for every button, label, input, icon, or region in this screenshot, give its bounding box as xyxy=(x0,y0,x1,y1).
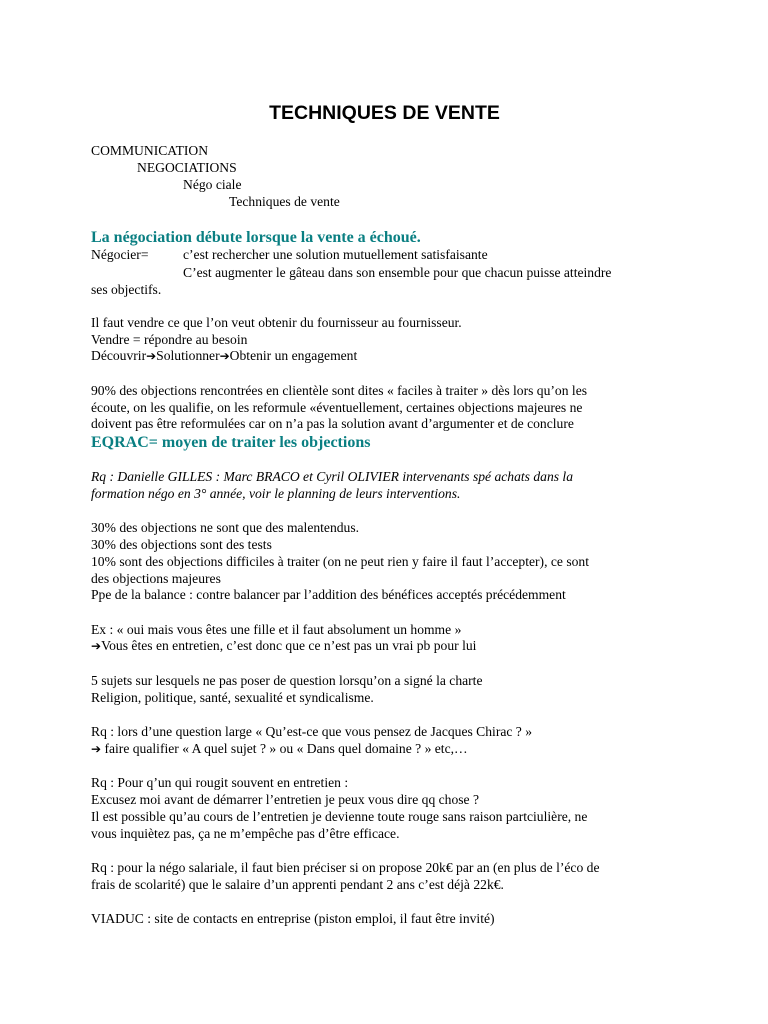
step-obtenir: Obtenir un engagement xyxy=(229,348,358,363)
rq-intervenants-line-1: Rq : Danielle GILLES : Marc BRACO et Cyril OLIVIER intervenants spé achats dans la xyxy=(91,469,574,484)
objections-line-1: 90% des objections rencontrées en clientèle sont dites « faciles à traiter » dès lors qu’on les xyxy=(91,383,588,398)
step-decouvrir: Découvrir xyxy=(91,348,147,363)
rq-salaire-line-1: Rq : pour la négo salariale, il faut bien préciser si on propose 20k€ par an (en plus de l’éco de xyxy=(91,860,600,875)
negocier-definition: c’est rechercher une solution mutuellement satisfaisante xyxy=(183,247,488,262)
stat-difficiles-line-2: des objections majeures xyxy=(91,571,221,586)
process-steps xyxy=(91,348,357,365)
vendre-line-2: Vendre = répondre au besoin xyxy=(91,332,248,347)
negocier-label: Négocier= xyxy=(91,247,149,262)
principe-balance: Ppe de la balance : contre balancer par l’addition des bénéfices acceptés précédemment xyxy=(91,587,566,602)
outline-nego-ciale: Négo ciale xyxy=(183,177,242,192)
stat-tests: 30% des objections sont des tests xyxy=(91,537,272,552)
stat-malentendus: 30% des objections ne sont que des malentendus. xyxy=(91,520,360,535)
outline-negociations: NEGOCIATIONS xyxy=(137,160,237,175)
rq-rougit-line-1: Rq : Pour q’un qui rougit souvent en entretien : xyxy=(91,775,349,790)
section-heading-negociation: La négociation débute lorsque la vente a échoué. xyxy=(91,229,421,246)
outline-communication: COMMUNICATION xyxy=(91,143,209,158)
objections-line-2: écoute, on les qualifie, on les reformule «éventuellement, certaines objections majeures ne xyxy=(91,400,583,415)
sujets-line-1: 5 sujets sur lesquels ne pas poser de question lorsqu’on a signé la charte xyxy=(91,673,483,688)
sujets-line-2: Religion, politique, santé, sexualité et syndicalisme. xyxy=(91,690,374,705)
arrow-right-icon: ➔ xyxy=(91,639,102,653)
rq-salaire-line-2: frais de scolarité) que le salaire d’un apprenti pendant 2 ans c’est déjà 22k€. xyxy=(91,877,504,892)
arrow-right-icon: ➔ xyxy=(91,742,102,756)
step-solutionner: Solutionner xyxy=(156,348,220,363)
arrow-right-icon: ➔ xyxy=(219,349,230,363)
example-reply: ➔Vous êtes en entretien, c’est donc que ce n’est pas un vrai pb pour lui xyxy=(91,638,477,653)
stat-difficiles-line-1: 10% sont des objections difficiles à traiter (on ne peut rien y faire il faut l’accepter), ce sont xyxy=(91,554,589,569)
augmenter-line-2: ses objectifs. xyxy=(91,282,162,297)
section-heading-eqrac: EQRAC= moyen de traiter les objections xyxy=(91,434,371,451)
objections-line-3: doivent pas être reformulées car on n’a pas la solution avant d’argumenter et de conclure xyxy=(91,416,574,431)
rq-rougit-line-2: Excusez moi avant de démarrer l’entretien je peux vous dire qq chose ? xyxy=(91,792,480,807)
viaduc-line: VIADUC : site de contacts en entreprise (piston emploi, il faut être invité) xyxy=(91,911,495,926)
page-title: TECHNIQUES DE VENTE xyxy=(269,102,500,124)
rq-rougit-line-4: vous inquiètez pas, ça ne m’empêche pas d’être efficace. xyxy=(91,826,400,841)
rq-question-large-line-1: Rq : lors d’une question large « Qu’est-ce que vous pensez de Jacques Chirac ? » xyxy=(91,724,533,739)
rq-question-large-line-2: ➔ faire qualifier « A quel sujet ? » ou « Dans quel domaine ? » etc,… xyxy=(91,741,468,756)
augmenter-line-1: C’est augmenter le gâteau dans son ensemble pour que chacun puisse atteindre xyxy=(183,265,612,280)
outline-techniques-de-vente: Techniques de vente xyxy=(229,194,340,209)
arrow-right-icon: ➔ xyxy=(146,349,157,363)
rq-intervenants-line-2: formation négo en 3° année, voir le planning de leurs interventions. xyxy=(91,486,461,501)
rq-rougit-line-3: Il est possible qu’au cours de l’entretien je devienne toute rouge sans raison partciulière, ne xyxy=(91,809,588,824)
example-objection: Ex : « oui mais vous êtes une fille et il faut absolument un homme » xyxy=(91,622,462,637)
vendre-line-1: Il faut vendre ce que l’on veut obtenir du fournisseur au fournisseur. xyxy=(91,315,462,330)
